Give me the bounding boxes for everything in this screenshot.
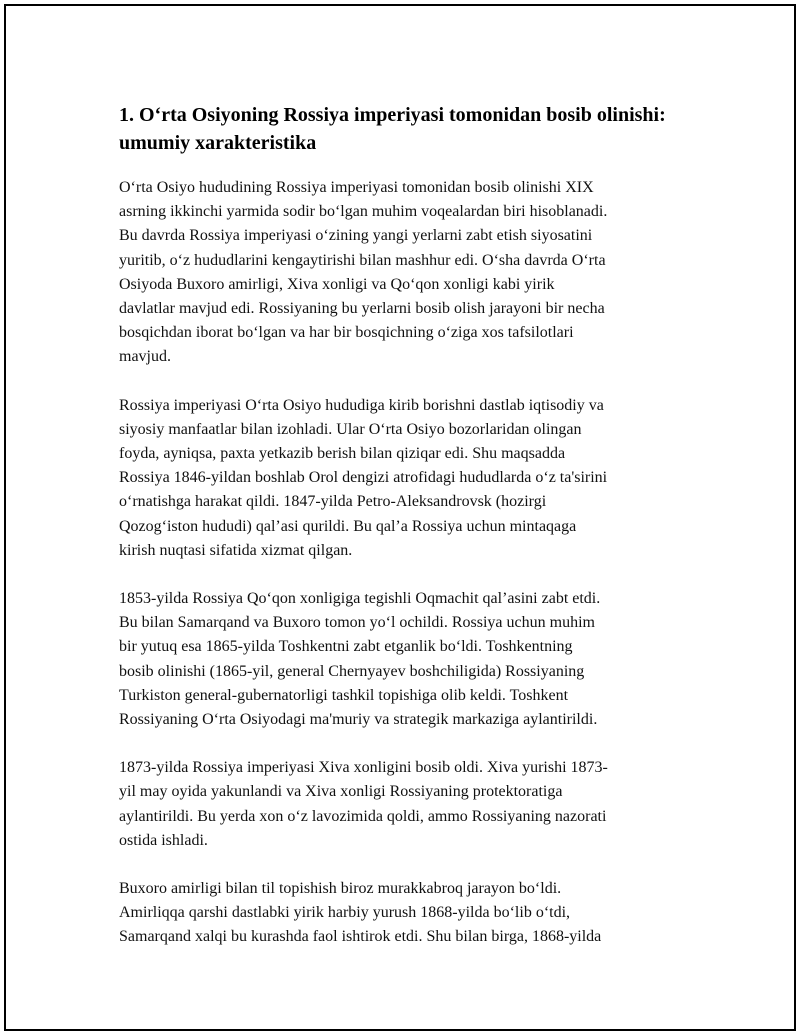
paragraph-5: Buxoro amirligi bilan til topishish biroz murakkabroq jarayon bo‘ldi. Amirliqqa qarshi dastlabki yirik harbiy yurush 1868-yilda bo‘lib o‘tdi, Samarqand xalqi bu kurashda faol ishtirok etdi. Shu bilan birga, 1868-yilda [119, 880, 602, 946]
section-heading: 1. O‘rta Osiyoning Rossiya imperiyasi tomonidan bosib olinishi: umumiy xarakteristika [119, 104, 666, 154]
paragraph-3: 1853-yilda Rossiya Qo‘qon xonligiga tegishli Oqmachit qal’asini zabt etdi. Bu bilan Samarqand va Buxoro tomon yo‘l ochildi. Rossiya uchun muhim bir yutuq esa 1865-yilda Toshkentni zabt etganlik bo‘ldi. Toshkentning bosib olinishi (1865-yil, general Chernyayev boshchiligida) Rossiyaning Turkiston general-gubernatorligi tashkil topishiga olib keldi. Toshkent Rossiyaning O‘rta Osiyodagi ma'muriy va strategik markaziga aylantirildi. [119, 590, 601, 729]
paragraph-2: Rossiya imperiyasi O‘rta Osiyo hududiga kirib borishni dastlab iqtisodiy va siyosiy manfaatlar bilan izohladi. Ular O‘rta Osiyo bozorlaridan olingan foyda, ayniqsa, paxta yetkazib berish bilan qiziqar edi. Shu maqsadda Rossiya 1846-yildan boshlab Orol dengizi atrofidagi hududlarda o‘z ta'sirini o‘rnatishga harakat qildi. 1847-yilda Petro-Aleksandrovsk (hozirgi Qozog‘iston hududi) qal’asi qurildi. Bu qal’a Rossiya uchun mintaqaga kirish nuqtasi sifatida xizmat qilgan. [119, 396, 608, 559]
document-body [119, 101, 699, 974]
paragraph-1: O‘rta Osiyo hududining Rossiya imperiyasi tomonidan bosib olinishi XIX asrning ikkinchi yarmida sodir bo‘lgan muhim voqealardan biri hisoblanadi. Bu davrda Rossiya imperiyasi o‘zining yangi yerlarni zabt etish siyosatini yuritib, o‘z hududlarini kengaytirishi bilan mashhur edi. O‘sha davrda O‘rta Osiyoda Buxoro amirligi, Xiva xonligi va Qo‘qon xonligi kabi yirik davlatlar mavjud edi. Rossiyaning bu yerlarni bosib olish jarayoni bir necha bosqichdan iborat bo‘lgan va har bir bosqichning o‘ziga xos tafsilotlari mavjud. [119, 179, 608, 366]
page-frame [4, 4, 796, 1031]
paragraph-4: 1873-yilda Rossiya imperiyasi Xiva xonligini bosib oldi. Xiva yurishi 1873- yil may oyida yakunlandi va Xiva xonligi Rossiyaning protektoratiga aylantirildi. Bu yerda xon o‘z lavozimida qoldi, ammo Rossiyaning nazorati ostida ishladi. [119, 759, 608, 849]
